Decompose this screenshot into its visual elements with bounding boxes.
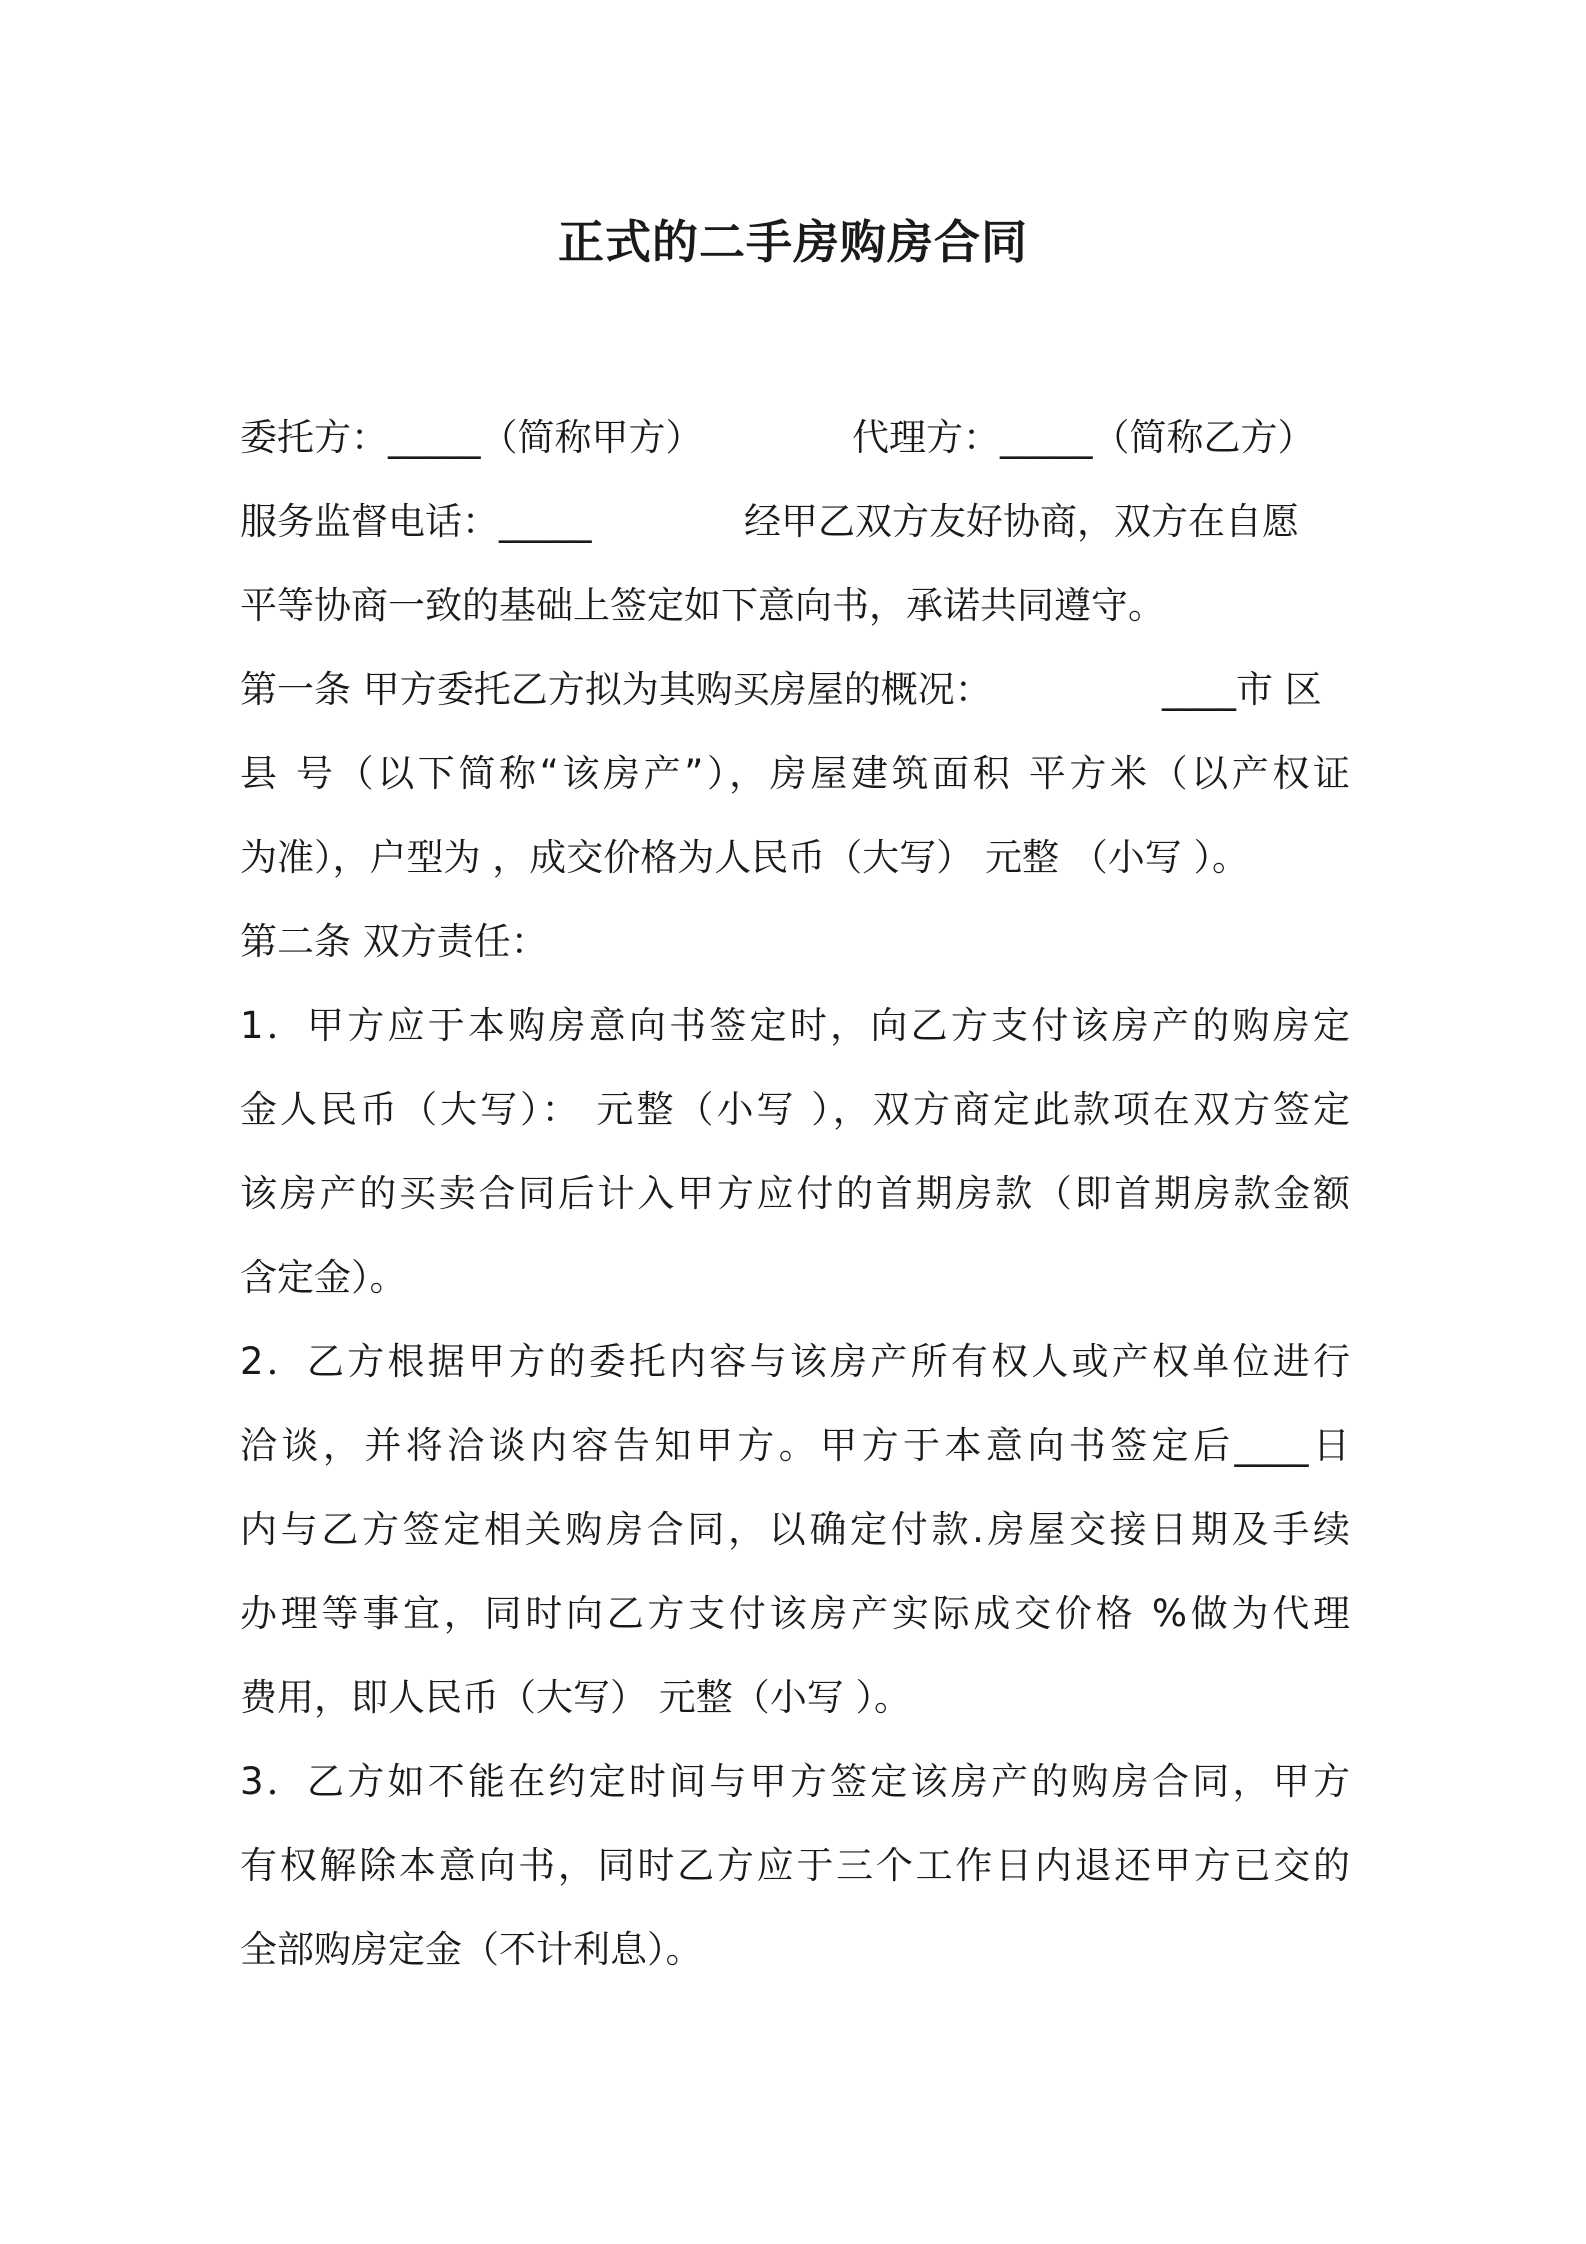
article-2-heading-line — [240, 912, 1350, 972]
paragraph-line — [240, 1920, 1350, 1980]
article-1-heading-line — [240, 660, 1350, 720]
article-2-heading: 第二条 双方责任： — [240, 920, 548, 963]
paragraph-line — [240, 744, 1350, 804]
clause-2-text: 2．乙方根据甲方的委托内容与该房产所有权人或产权单位进行 — [240, 1340, 1350, 1383]
paragraph-line — [240, 1500, 1350, 1560]
article-1-text: 为准），户型为 ，成交价格为人民币（大写） 元整 （小写 ）。 — [240, 836, 1250, 879]
line-phone — [240, 492, 1350, 552]
line-parties — [240, 408, 1350, 468]
clause-2-text: 内与乙方签定相关购房合同，以确定付款.房屋交接日期及手续 — [240, 1508, 1350, 1551]
paragraph-line — [240, 1752, 1350, 1812]
paragraph-line — [240, 1248, 1350, 1308]
article-1-text: 县 号（以下简称“该房产”），房屋建筑面积 平方米（以产权证 — [240, 752, 1350, 795]
clause-3-text: 全部购房定金（不计利息）。 — [240, 1928, 703, 1971]
clause-2-text: 费用，即人民币（大写） 元整（小写 ）。 — [240, 1676, 912, 1719]
paragraph-line — [240, 1080, 1350, 1140]
clause-1-text: 含定金）。 — [240, 1256, 407, 1299]
paragraph-line — [240, 576, 1350, 636]
principal-field: 委托方：_____（简称甲方） — [240, 416, 703, 459]
clause-1-text: 1．甲方应于本购房意向书签定时，向乙方支付该房产的购房定 — [240, 1004, 1350, 1047]
clause-1-text: 金人民币（大写）： 元整（小写 ），双方商定此款项在双方签定 — [240, 1088, 1350, 1131]
paragraph-line — [240, 828, 1350, 888]
clause-3-text: 有权解除本意向书，同时乙方应于三个工作日内退还甲方已交的 — [240, 1844, 1350, 1887]
city-district-field: ____市 区 — [1162, 668, 1322, 711]
clause-2-text: 洽谈，并将洽谈内容告知甲方。甲方于本意向书签定后____日 — [240, 1424, 1350, 1467]
preamble-text-cont: 平等协商一致的基础上签定如下意向书，承诺共同遵守。 — [240, 584, 1165, 627]
clause-2-text: 办理等事宜，同时向乙方支付该房产实际成交价格 %做为代理 — [240, 1592, 1350, 1635]
clause-3-text: 3．乙方如不能在约定时间与甲方签定该房产的购房合同，甲方 — [240, 1760, 1350, 1803]
paragraph-line — [240, 1332, 1350, 1392]
paragraph-line — [240, 1164, 1350, 1224]
clause-1-text: 该房产的买卖合同后计入甲方应付的首期房款（即首期房款金额 — [240, 1172, 1350, 1215]
article-1-heading: 第一条 甲方委托乙方拟为其购买房屋的概况： — [240, 668, 992, 711]
preamble-text: 经甲乙双方友好协商，双方在自愿 — [744, 500, 1299, 543]
paragraph-line — [240, 1836, 1350, 1896]
service-phone-field: 服务监督电话：_____ — [240, 500, 592, 543]
paragraph-line — [240, 1584, 1350, 1644]
paragraph-line — [240, 1668, 1350, 1728]
paragraph-line — [240, 996, 1350, 1056]
paragraph-line — [240, 1416, 1350, 1476]
document-title: 正式的二手房购房合同 — [558, 215, 1028, 269]
agent-field: 代理方：_____（简称乙方） — [852, 416, 1315, 459]
